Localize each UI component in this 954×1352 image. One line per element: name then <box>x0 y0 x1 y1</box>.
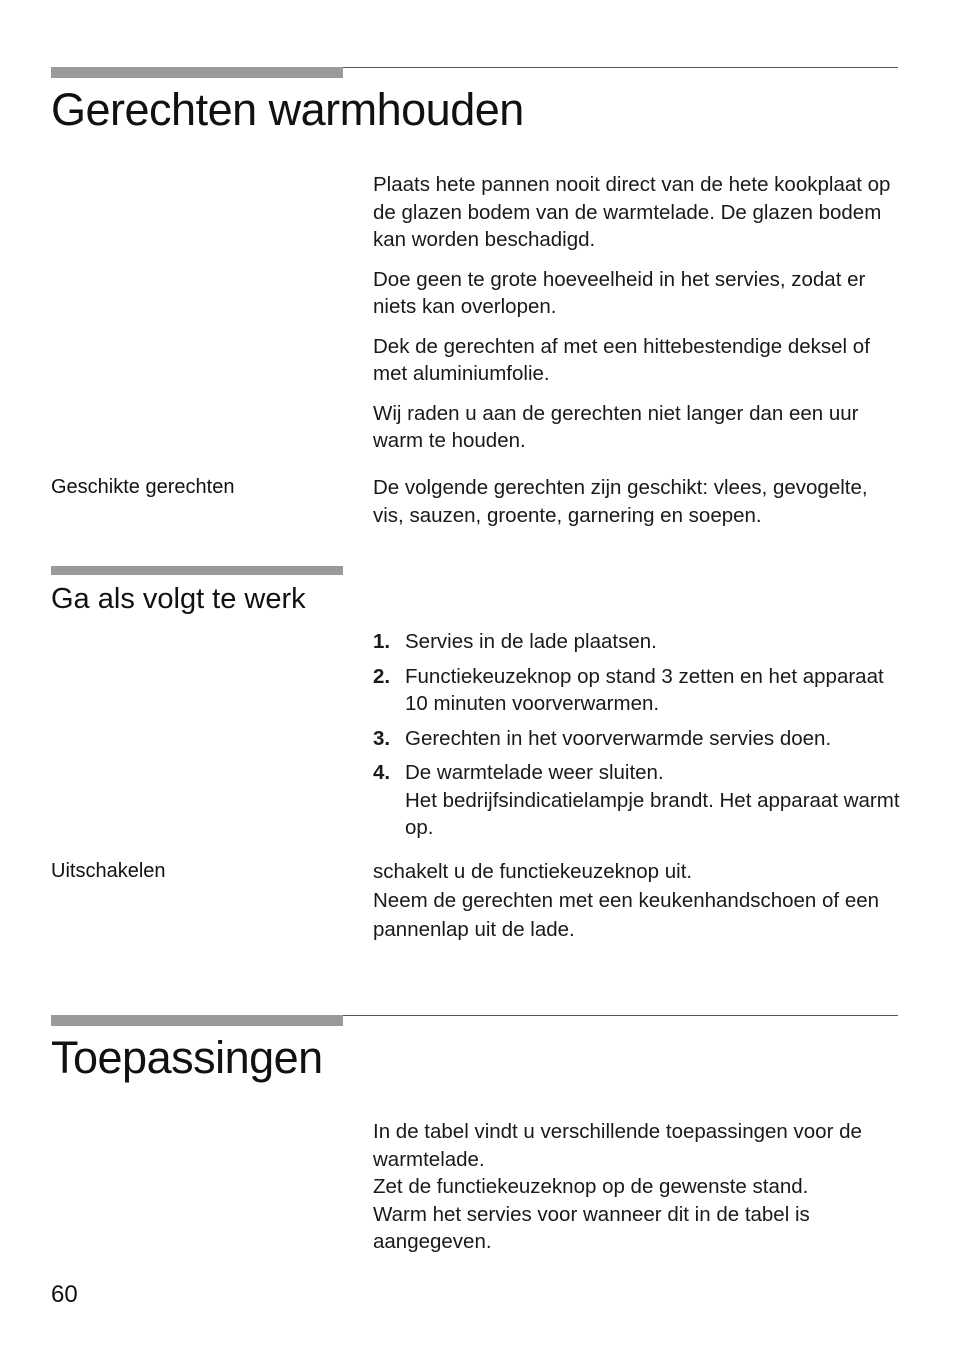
apps-line: Zet de functiekeuzeknop op de gewenste stand. <box>373 1175 809 1198</box>
apps-line: Warm het servies voor wanneer dit in de tabel is aangegeven. <box>373 1202 810 1253</box>
warm-paragraph: Plaats hete pannen nooit direct van de hete kookplaat op de glazen bodem van de warmtelade. De glazen bodem kan worden beschadigd. <box>373 173 891 251</box>
switch-off-line: schakelt u de functiekeuzeknop uit. <box>373 860 693 883</box>
switch-off-label: Uitschakelen <box>51 860 166 882</box>
section-title-steps: Ga als volgt te werk <box>51 583 306 615</box>
section-title-warm: Gerechten warmhouden <box>51 84 524 135</box>
step-number: 4. <box>373 761 391 784</box>
step-item <box>373 725 903 753</box>
warm-paragraphs <box>373 171 903 467</box>
page-number: 60 <box>51 1281 78 1308</box>
switch-off-text-block <box>373 858 903 944</box>
section-rule-steps <box>51 566 898 578</box>
rule-thick-bar <box>51 566 343 575</box>
warm-paragraph: Dek de gerechten af met een hittebestendige deksel of met aluminiumfolie. <box>373 334 870 385</box>
warm-paragraph: Wij raden u aan de gerechten niet langer dan een uur warm te houden. <box>373 401 859 452</box>
suitable-text-block <box>373 474 903 541</box>
rule-thick-bar <box>51 67 343 78</box>
step-item <box>373 663 903 718</box>
steps-list <box>373 628 903 849</box>
rule-thin-line <box>343 1015 898 1016</box>
section-rule-apps <box>51 1015 898 1027</box>
rule-thin-line <box>343 67 898 68</box>
apps-line: In de tabel vindt u verschillende toepassingen voor de warmtelade. <box>373 1120 862 1171</box>
step-text: Functiekeuzeknop op stand 3 zetten en het apparaat 10 minuten voorverwarmen. <box>405 664 884 715</box>
section-title-apps: Toepassingen <box>51 1032 323 1083</box>
apps-text-block <box>373 1118 903 1256</box>
step-text: Gerechten in het voorverwarmde servies doen. <box>405 726 832 750</box>
step-number: 3. <box>373 726 391 750</box>
step-number: 1. <box>373 630 391 653</box>
step-number: 2. <box>373 664 391 688</box>
step-text: De warmtelade weer sluiten. <box>405 761 664 784</box>
section-rule-warm <box>51 67 898 79</box>
switch-off-line: Neem de gerechten met een keukenhandschoen of een pannenlap uit de lade. <box>373 888 880 941</box>
suitable-label: Geschikte gerechten <box>51 476 235 498</box>
step-text: Het bedrijfsindicatielampje brandt. Het apparaat warmt op. <box>405 788 900 839</box>
step-text: Servies in de lade plaatsen. <box>405 630 657 653</box>
step-item <box>373 628 903 656</box>
rule-thick-bar <box>51 1015 343 1026</box>
suitable-text: De volgende gerechten zijn geschikt: vlees, gevogelte, vis, sauzen, groente, garnering en soepen. <box>373 476 868 527</box>
step-item <box>373 759 903 842</box>
warm-paragraph: Doe geen te grote hoeveelheid in het servies, zodat er niets kan overlopen. <box>373 267 866 318</box>
